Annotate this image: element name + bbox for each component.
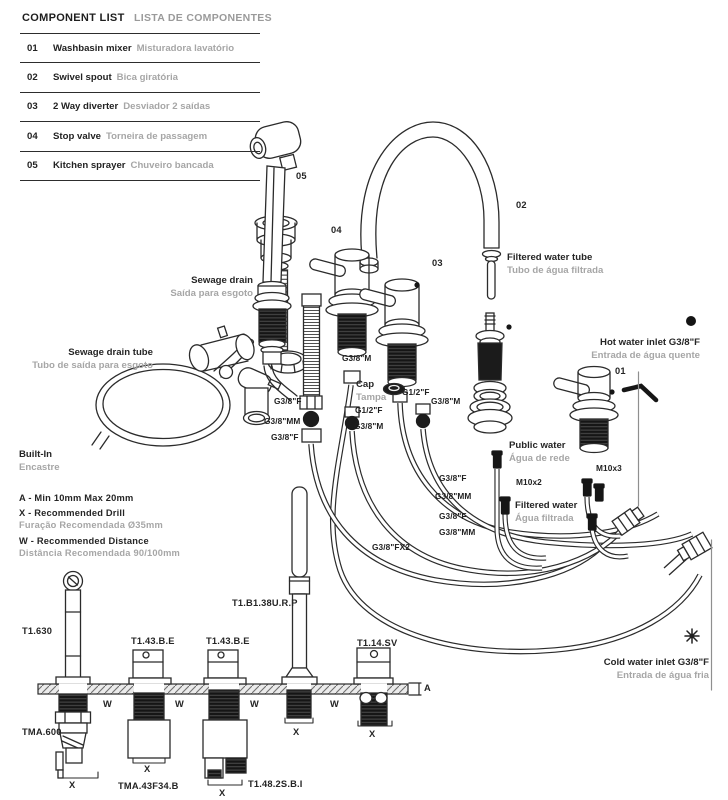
part-number-03: 03 (432, 258, 443, 268)
fitting-label-g12f: G1/2"F (402, 387, 430, 397)
hot-water-dot-icon (686, 316, 696, 326)
sku-t143be: T1.43.B.E (131, 636, 175, 646)
part-number-04: 04 (331, 225, 342, 235)
note-w-pt: Distância Recomendada 90/100mm (19, 548, 181, 558)
callout-cold-water-inlet: Cold water inlet G3/8"F Entrada de água fria (603, 657, 709, 681)
callout-sewage-drain: Sewage drain Saída para esgoto (170, 275, 253, 299)
table-row: 01 Washbasin mixer Misturadora lavatório (20, 33, 260, 62)
fitting-label-g38mm: G3/8"MM (264, 416, 301, 426)
table-row: 04 Stop valve Torneira de passagem (20, 121, 260, 150)
fitting-label-g38f: G3/8"F (439, 473, 467, 483)
fitting-label-g38f: G3/8"F (274, 396, 302, 406)
sku-t1b138urp: T1.B1.38U.R.P (232, 598, 298, 608)
callout-built-in: Built-In Encastre (19, 449, 60, 473)
dim-x: X (369, 729, 376, 739)
fitting-label-g38f: G3/8"F (439, 511, 467, 521)
title-en: COMPONENT LIST (22, 12, 125, 24)
fitting-label-m10x3: M10x3 (596, 463, 622, 473)
fitting-label-g12f: G1/2"F (355, 405, 383, 415)
note-a: A - Min 10mm Max 20mm (19, 493, 134, 503)
dim-x: X (69, 780, 76, 790)
fitting-label-g38mm: G3/8"MM (439, 527, 476, 537)
callout-hot-water-inlet: Hot water inlet G3/8"F Entrada de água quente (591, 337, 700, 361)
fitting-label-g38f: G3/8"F (271, 432, 299, 442)
fitting-label-g38m: G3/8"M (431, 396, 461, 406)
part-number-02: 02 (516, 200, 527, 210)
cold-water-snowflake-icon (685, 629, 699, 643)
callout-public-water: Public water Água de rede (509, 440, 570, 464)
dim-w: W (103, 699, 112, 709)
callout-filtered-water-tube: Filtered water tube Tubo de água filtrada (507, 252, 604, 276)
title-pt: LISTA DE COMPONENTES (134, 12, 272, 24)
note-w-en: W - Recommended Distance (19, 536, 149, 546)
callout-cap: Cap Tampa (356, 379, 387, 403)
page-title (22, 8, 272, 26)
fitting-label-g38mm: G3/8"MM (435, 491, 472, 501)
dim-x: X (144, 764, 151, 774)
table-row: 03 2 Way diverter Desviador 2 saídas (20, 92, 260, 121)
sku-t1630: T1.630 (22, 626, 53, 636)
fitting-label-g38fx2: G3/8"FX2 (372, 542, 410, 552)
component-table (20, 33, 260, 181)
dim-w: W (250, 699, 259, 709)
dim-x: X (293, 727, 300, 737)
fitting-label-g38m: G3/8"M (354, 421, 384, 431)
dim-w: W (330, 699, 339, 709)
sku-t143be: T1.43.B.E (206, 636, 250, 646)
fitting-label-g38m: G3/8"M (342, 353, 372, 363)
table-row: 02 Swivel spout Bica giratória (20, 62, 260, 91)
note-x-en: X - Recommended Drill (19, 508, 125, 518)
fitting-label-m10x2: M10x2 (516, 477, 542, 487)
sku-tma43f34b: TMA.43F34.B (118, 781, 179, 791)
table-row: 05 Kitchen sprayer Chuveiro bancada (20, 151, 260, 181)
callout-filtered-water: Filtered water Água filtrada (515, 500, 578, 524)
dim-x: X (219, 788, 226, 798)
sku-tma600: TMA.600 (22, 727, 62, 737)
dim-a: A (424, 683, 431, 693)
part-number-01: 01 (615, 366, 626, 376)
note-x-pt: Furação Recomendada Ø35mm (19, 520, 163, 530)
sku-t114sv: T1.14.SV (357, 638, 398, 648)
sku-t1482sbi: T1.48.2S.B.I (248, 779, 303, 789)
callout-sewage-drain-tube: Sewage drain tube Tubo de saída para esgoto (32, 347, 153, 371)
part-number-05: 05 (296, 171, 307, 181)
dim-w: W (175, 699, 184, 709)
